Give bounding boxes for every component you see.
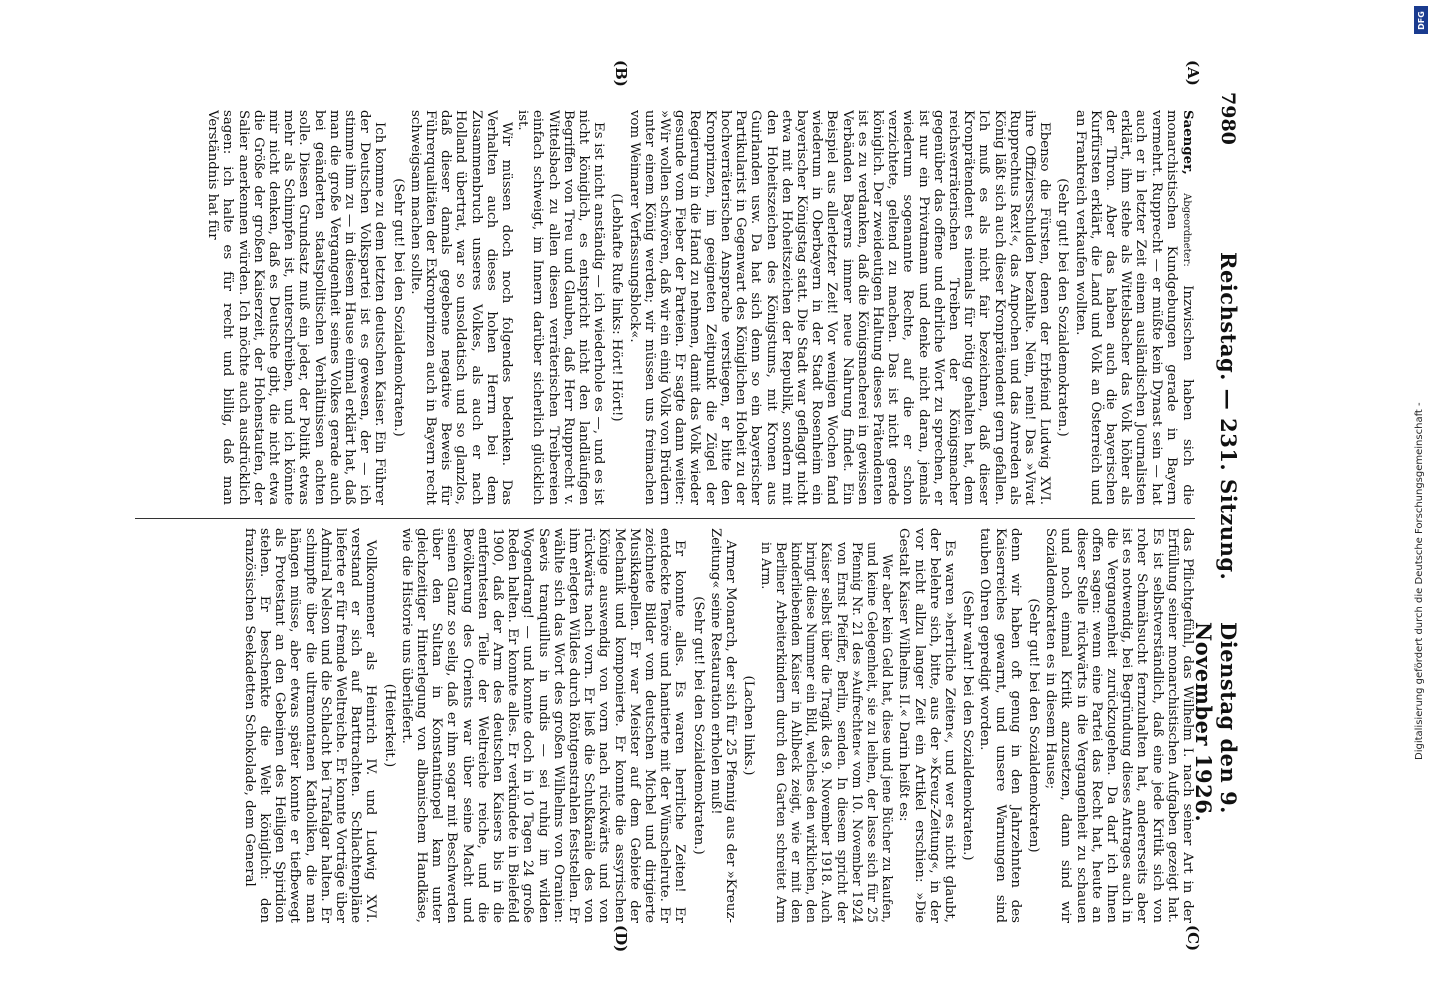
left-reaction-2: (Lebhafte Rufe links: Hört! Hört!) xyxy=(609,193,625,422)
session-title: Reichstag. — 231. Sitzung. xyxy=(1216,252,1241,581)
speaker-role: Abgeordneter: xyxy=(1181,193,1192,267)
left-reaction-3: (Sehr gut! bei den Sozialdemokraten.) xyxy=(390,178,406,437)
margin-marker-a: (A) xyxy=(1184,60,1202,86)
right-paragraph-5: Armer Monarch, der sich für 25 Pfennig aus der »Kreuz-Zeitung« seine Restauration erholen muß! xyxy=(707,528,739,923)
right-paragraph-6: Er konnte alles. Es waren herrliche Zeiten! Er entdeckte Tenöre und hantierte mit der Wünschelrute. Er zeichnete Bilder vom deutschen Michel und dirigierte Musikkapellen. Er war Meister auf dem Gebiete der Mechanik und komponierte. Er konnte die assyrischen Könige auswendig von vorn nach rückwärts und von rückwärts nach vorn. Er ließ die Schußkanäle des von ihm erlegten Wildes durch Röntgenstrahlen feststellen. Er wählte sich das Wort des großen Wilhelms von Oranien: Saevis tranquillus in undis — sei ruhig im wilden Wogendrang! — und konnte doch in 10 Tagen 24 große Reden halten. Er konnte alles. Er verkündete in Bielefeld 1900, daß der Arm des deutschen Kaisers bis in die entferntesten Teile der Weltreiche reiche, und die Bevölkerung des Orients war über seine Macht und seinen Glanz so selig, daß er ihm sogar mit Beschwerden über den Sultan in Konstantinopel kam unter gleichzeitiger Hinterlegung von albanischem Handkäse, wie die Historie uns überliefert. xyxy=(398,528,688,923)
left-paragraph-4: Wir müssen doch noch folgendes bedenken. Das Verhalten auch dieses hohen Herrn bei dem Zusammenbruch unseres Volkes, als auch er nach Holland übertrat, war so unsoldatisch und so glanzlos, daß dieser damals gegebene negative Beweis für Führerqualitäten der Exkronprinzen auch in Bayern recht schweigsam machen sollte. xyxy=(407,110,515,505)
left-reaction-1: (Sehr gut! bei den Sozialdemokraten.) xyxy=(1055,178,1071,437)
left-paragraph-1-text: Inzwischen haben sich die monarchistischen Kundgebungen gerade in Bayern vermehrt. Rupprecht — er müßte kein Dynast sein — hat auch er in letzter Zeit einem ausländischen Journalisten erklärt, ihm stehe als Wittelsbacher das Volk höher als der Thron. Aber das haben auch die bayerischen Kurfürsten erklärt, die Land und Volk an Österreich und an Frankreich verkaufen wollten. xyxy=(1072,110,1195,505)
right-reaction-2: (Sehr wahr! bei den Sozialdemokraten.) xyxy=(960,590,976,861)
speaker-name: Saenger, xyxy=(1180,110,1195,175)
page-number: 7980 xyxy=(1217,92,1239,145)
right-column xyxy=(135,528,1195,923)
margin-marker-c: (C) xyxy=(1184,925,1202,952)
left-column xyxy=(135,110,1195,505)
right-reaction-4: (Sehr gut! bei den Sozialdemokraten.) xyxy=(690,596,706,855)
right-paragraph-1: das Pflichtgefühl, das Wilhelm I. nach seiner Art in der Erfüllung seiner monarchistischen Aufgaben gezeigt hat. Es ist selbstverständlich, daß eine jede Kritik sich von roher Schmähsucht fernzuhalten hat, andererseits aber ist es notwendig, bei Begründung dieses Antrages auch in die Vergangenheit zurückzugehen. Da darf ich Ihnen offen sagen: wenn eine Partei das Recht hat, heute an dieser Stelle rückwärts in die Vergangenheit zu schauen und noch einmal Kritik anzusetzen, dann sind wir Sozialdemokraten es in diesem Hause; xyxy=(1043,528,1195,923)
column-divider xyxy=(135,518,1195,519)
digitization-credit: Digitalisierung gefördert durch die Deutsche Forschungsgemeinschaft - xyxy=(1414,402,1425,760)
left-paragraph-3: Es ist nicht anständig — ich wiederhole es —, und es ist nicht königlich, es entspricht nicht den landläufigen Begriffen von Treu und Glauben, daß Herr Rupprecht v. Wittelsbach zu allen diesen verräterischen Treibereien einfach schweigt, im Innern darüber sicherlich glücklich ist. xyxy=(515,110,607,505)
right-reaction-3: (Lachen links.) xyxy=(741,675,757,776)
left-paragraph-1 xyxy=(1072,110,1195,505)
right-paragraph-7: Vollkommener als Heinrich IV. und Ludwig XVI. verstand er sich auf Barttrachten. Schlachtenpläne lieferte er für fremde Weltreiche. Er konnte Vorträge über Admiral Nelson und die Schlacht bei Trafalgar halten. Er schimpfte über die ultramontanen Katholiken, die man hängen müsse, aber etwas später konnte er tiefbewegt als Protestant an den Gebeinen des Heiligen Spiridion stehen. Er beschenkte die Welt königlich: den französischen Seekadetten Schokolade, dem General xyxy=(241,528,379,923)
dfg-logo: DFG xyxy=(1414,6,1428,34)
right-quote: Wer aber kein Geld hat, diese und jene Bücher zu kaufen, und keine Gelegenheit, sie zu leihen, der lasse sich für 25 Pfennig Nr. 21 des »Aufrechten« vom 10. November 1924 von Ernst Pfeiffer, Berlin, senden. In diesem spricht der Kaiser selbst über die Tragik des 9. November 1918. Auch bringt diese Nummer ein Bild, welches den wirklichen, den kinderliebenden Kaiser in Ahlbeck zeigt, wie er mit den Berliner Arbeiterkindern durch den Garten schreitet Arm in Arm. xyxy=(758,542,896,923)
left-paragraph-5: Ich komme zu dem letzten deutschen Kaiser. Ein Führer der Deutschen Volkspartei ist es gewesen, der — ich stimme ihm zu — in diesem Hause einmal erklärt hat, daß man die große Vergangenheit seines Volkes gerade auch bei geänderten staatspolitischen Verhältnissen achten solle. Diesen Grundsatz muß ein jeder, der Politik etwas mehr als Schimpfen ist, unterschreiben, und ich könnte mir nicht denken, daß es Deutsche gibt, die nicht etwa die Größe der großen Kaiserzeit, der Hohenstaufen, der Salier anerkennen würden. Ich möchte auch ausdrücklich sagen: ich halte es für recht und billig, daß man Verständnis hat für xyxy=(205,110,388,505)
left-paragraph-2: Ebenso die Fürsten, denen der Erbfeind Ludwig XVI. ihre Offiziersschulden bezahlte. Nein, nein! Das »Vivat Rupprechtus Rex!«, das Anpochen und das Anreden als König läßt sich auch dieser Kronprätendent gern gefallen. Ich muß es als nicht fair bezeichnen, daß dieser Kronprätendent es niemals für nötig gehalten hat, dem reichsverräterischen Treiben der Königsmacher gegenüber das offene und ehrliche Wort zu sprechen, er ist nur ein Privatmann und denke nicht daran, jemals wiederum sogenannte Rechte, auf die er schon verzichtete, geltend zu machen. Das ist nicht gerade königlich. Der zweideutigen Haltung dieses Prätendenten ist es zu verdanken, daß die Königsmacherei in gewissen Verbänden Bayerns immer neue Nahrung findet. Ein Beispiel aus allerletzter Zeit! Vor wenigen Wochen fand wiederum in Oberbayern in der Stadt Rosenheim ein bayerischer Königstag statt. Die Stadt war geflaggt nicht etwa mit den Hoheitszeichen der Republik, sondern mit den Hoheitszeichen des Königstums, mit Kronen aus Guirlanden usw. Da hat sich denn so ein bayerischer Partikularist in Gegenwart des Königlichen Hoheit zu der hochverräterischen Ansprache verstiegen, er bitte den Kronprinzen, im geeigneten Zeitpunkt die Zügel der Regierung in die Hand zu nehmen, damit das Volk wieder gesunde vom Fieber der Parteien. Er sagte dann weiter: »Wir wollen schwören, daß wir ein einig Volk von Brüdern unter einem König werden; wir müssen uns freimachen vom Weimarer Verfassungsblock«. xyxy=(626,110,1053,505)
right-paragraph-2: denn wir haben oft genug in den Jahrzehnten des Kaiserreiches gewarnt, und unsere Warnungen sind tauben Ohren gepredigt worden. xyxy=(977,528,1023,923)
page-header xyxy=(1191,92,1245,907)
session-date: Dienstag den 9. November 1926. xyxy=(1191,622,1241,823)
right-paragraph-3: Es waren »herrliche Zeiten«, und wer es nicht glaubt, der belehre sich, bitte, aus der »Kreuz-Zeitung«, in der vor nicht allzu langer Zeit ein Artikel erschien: »Die Gestalt Kaiser Wilhelms II.« Darin heißt es: xyxy=(896,528,957,923)
margin-marker-b: (B) xyxy=(612,60,630,87)
margin-marker-d: (D) xyxy=(612,925,630,953)
right-reaction-1: (Sehr gut! bei den Sozialdemokraten) xyxy=(1025,598,1041,853)
right-reaction-5: (Heiterkeit.) xyxy=(381,683,397,768)
